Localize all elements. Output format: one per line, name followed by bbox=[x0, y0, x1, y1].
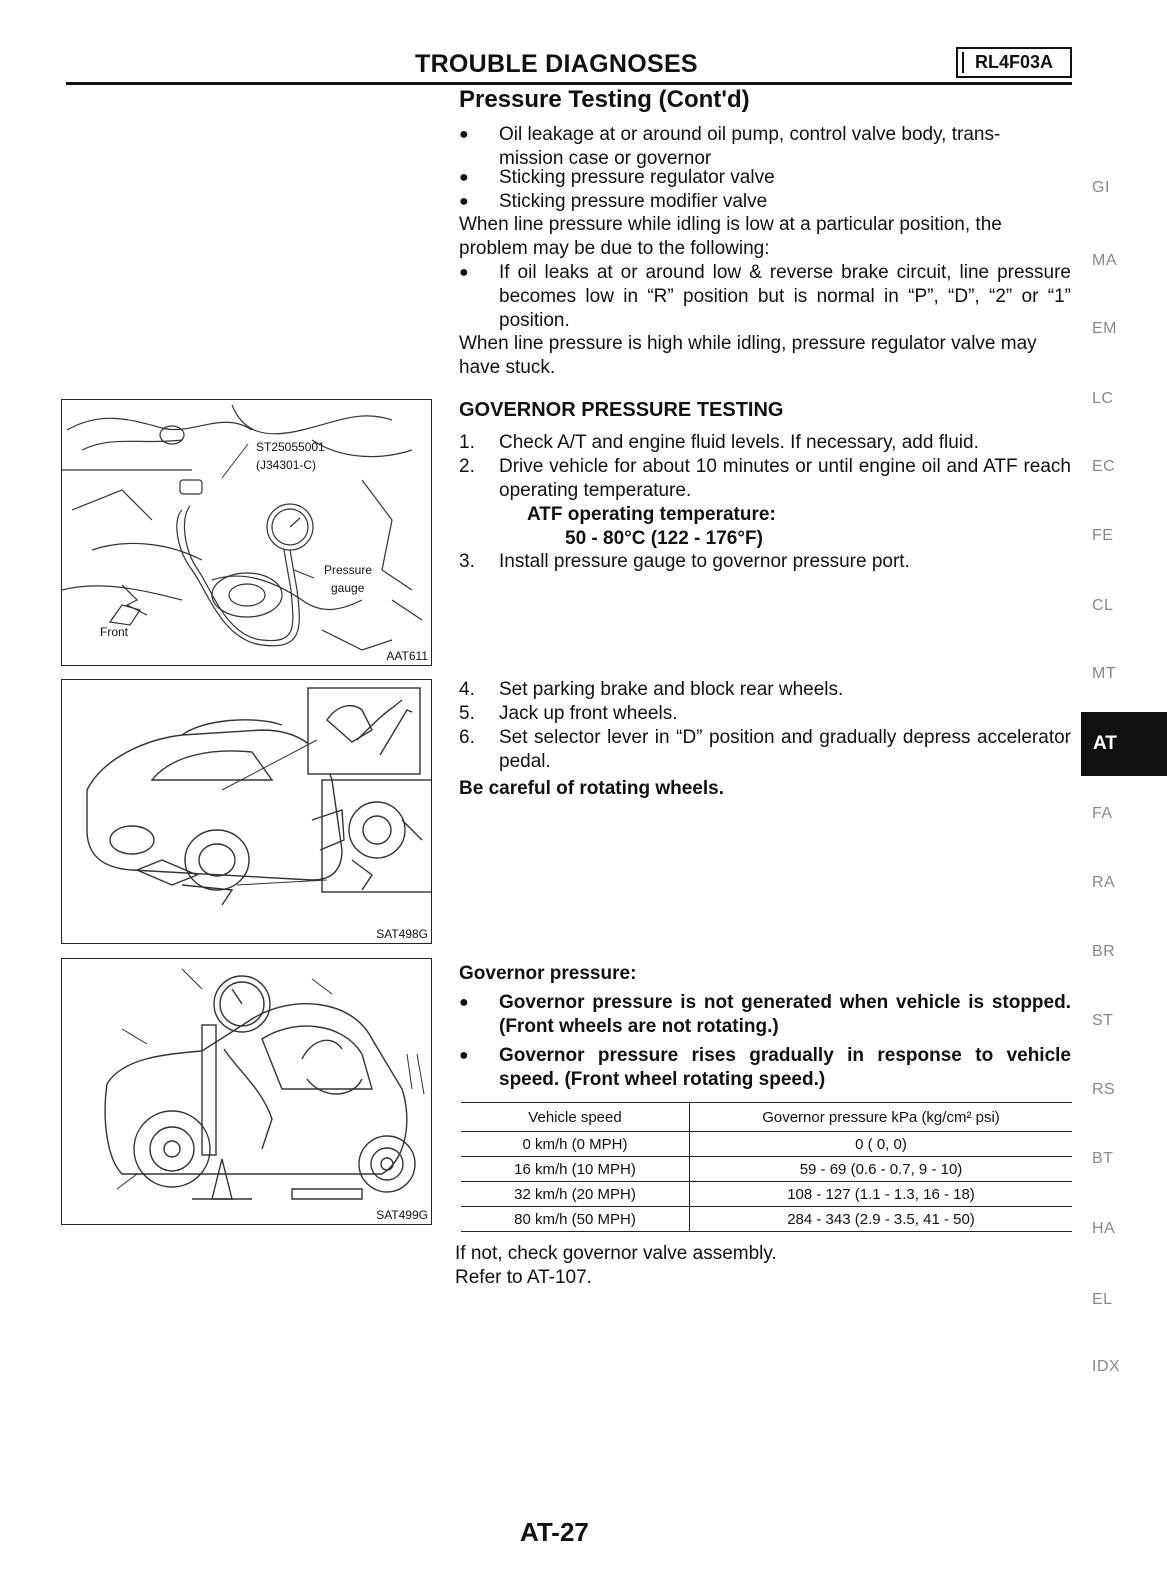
note-check-valve: If not, check governor valve assembly. bbox=[455, 1243, 777, 1264]
figure-code: SAT499G bbox=[376, 1208, 428, 1222]
tool-label: ST25055001 bbox=[256, 440, 325, 454]
side-tab-mt[interactable]: MT bbox=[1092, 665, 1117, 682]
side-tab-ra[interactable]: RA bbox=[1092, 874, 1116, 891]
figure-code: AAT611 bbox=[386, 649, 428, 663]
side-tab-lc[interactable]: LC bbox=[1092, 390, 1114, 407]
figure-code: SAT498G bbox=[376, 927, 428, 941]
caution-text: Be careful of rotating wheels. bbox=[459, 778, 724, 799]
col-header-speed: Vehicle speed bbox=[461, 1103, 690, 1132]
figure-gauge-installation bbox=[61, 399, 432, 666]
manual-code-badge: RL4F03A bbox=[956, 47, 1072, 78]
para-high-pressure: When line pressure is high while idling, pressure regulator valve may have stuck. bbox=[459, 333, 1037, 378]
table-row: 16 km/h (10 MPH) 59 - 69 (0.6 - 0.7, 9 - 10) bbox=[461, 1157, 1072, 1182]
col-header-pressure: Governor pressure kPa (kg/cm² psi) bbox=[690, 1103, 1073, 1132]
tool-alt-label: (J34301-C) bbox=[256, 458, 317, 472]
side-tab-em[interactable]: EM bbox=[1092, 320, 1117, 337]
table-row: 80 km/h (50 MPH) 284 - 343 (2.9 - 3.5, 41 - 50) bbox=[461, 1207, 1072, 1232]
side-tab-ma[interactable]: MA bbox=[1092, 252, 1117, 269]
atf-label: ATF operating temperature: bbox=[527, 504, 776, 525]
atf-value: 50 - 80°C (122 - 176°F) bbox=[565, 528, 763, 549]
note-refer: Refer to AT-107. bbox=[455, 1267, 592, 1288]
side-tab-fa[interactable]: FA bbox=[1092, 805, 1113, 822]
side-tab-el[interactable]: EL bbox=[1092, 1291, 1113, 1308]
side-tab-bt[interactable]: BT bbox=[1092, 1150, 1114, 1167]
para-low-pressure: When line pressure while idling is low at a particular position, the problem may be due to the following: bbox=[459, 214, 1002, 259]
gov-pressure-title: Governor pressure: bbox=[459, 963, 637, 984]
page-header-title: TROUBLE DIAGNOSES bbox=[415, 50, 698, 78]
side-tab-fe[interactable]: FE bbox=[1092, 527, 1114, 544]
header-rule bbox=[66, 82, 1072, 85]
gauge-label-2: gauge bbox=[331, 581, 365, 595]
side-tab-br[interactable]: BR bbox=[1092, 943, 1116, 960]
governor-test-illustration bbox=[62, 959, 431, 1224]
gauge-label-1: Pressure bbox=[324, 563, 373, 577]
side-tab-st[interactable]: ST bbox=[1092, 1012, 1114, 1029]
side-tab-rs[interactable]: RS bbox=[1092, 1081, 1116, 1098]
section-title: Pressure Testing (Cont'd) bbox=[459, 86, 750, 113]
side-tab-ec[interactable]: EC bbox=[1092, 458, 1116, 475]
gov-testing-title: GOVERNOR PRESSURE TESTING bbox=[459, 399, 784, 421]
figure-jack-up bbox=[61, 679, 432, 944]
front-label: Front bbox=[100, 625, 129, 639]
side-tab-gi[interactable]: GI bbox=[1092, 179, 1110, 196]
table-header-row bbox=[461, 1103, 1072, 1132]
governor-pressure-table bbox=[461, 1102, 1072, 1232]
side-tab-at-active[interactable]: AT bbox=[1081, 712, 1167, 776]
page-number: AT-27 bbox=[520, 1517, 589, 1547]
figure-speed-test bbox=[61, 958, 432, 1225]
table-row: 0 km/h (0 MPH) 0 ( 0, 0) bbox=[461, 1132, 1072, 1157]
bullet-dot: ● bbox=[459, 126, 469, 143]
side-tab-idx[interactable]: IDX bbox=[1092, 1358, 1121, 1375]
side-tab-ha[interactable]: HA bbox=[1092, 1220, 1116, 1237]
side-tab-cl[interactable]: CL bbox=[1092, 597, 1114, 614]
table-row: 32 km/h (20 MPH) 108 - 127 (1.1 - 1.3, 16 - 18) bbox=[461, 1182, 1072, 1207]
jack-up-car-illustration bbox=[62, 680, 431, 943]
